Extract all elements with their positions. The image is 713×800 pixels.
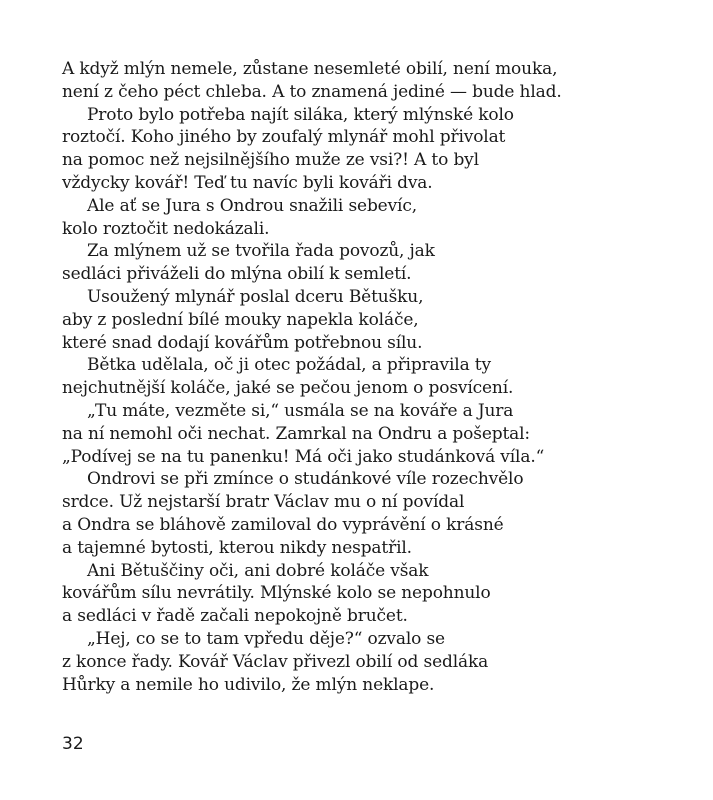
text-line: na pomoc než nejsilnějšího muže ze vsi?! A to byl — [62, 150, 479, 171]
text-line: Ondrovi se při zmínce o studánkové víle rozechvělo — [87, 469, 524, 490]
page-number: 32 — [62, 734, 84, 754]
text-line: na ní nemohl oči nechat. Zamrkal na Ondru a pošeptal: — [62, 423, 530, 444]
text-line: z konce řady. Kovář Václav přivezl obilí od sedláka — [62, 651, 489, 672]
text-line: sedláci přiváželi do mlýna obilí k semletí. — [62, 264, 412, 285]
text-line: Proto bylo potřeba najít siláka, který mlýnské kolo — [87, 104, 514, 125]
text-line: „Hej, co se to tam vpředu děje?“ ozvalo se — [87, 628, 445, 649]
text-line: A když mlýn nemele, zůstane nesemleté obilí, není mouka, — [62, 59, 558, 79]
text-line: a tajemné bytosti, kterou nikdy nespatřil. — [62, 537, 412, 558]
text-line: Za mlýnem už se tvořila řada povozů, jak — [87, 241, 435, 262]
text-line: Ani Bětuščiny oči, ani dobré koláče však — [87, 560, 429, 581]
text-line: a Ondra se bláhově zamiloval do vyprávění o krásné — [62, 514, 504, 535]
text-line: nejchutnější koláče, jaké se pečou jenom o posvícení. — [62, 378, 514, 399]
text-line: kovářům sílu nevrátily. Mlýnské kolo se nepohnulo — [62, 583, 491, 604]
text-line: které snad dodají kovářům potřebnou sílu. — [62, 332, 423, 353]
text-line: Ale ať se Jura s Ondrou snažili sebevíc, — [87, 195, 417, 216]
text-line: Bětka udělala, oč ji otec požádal, a připravila ty — [87, 355, 491, 376]
text-line: Hůrky a nemile ho udivilo, že mlýn neklape. — [62, 674, 435, 695]
text-line: kolo roztočit nedokázali. — [62, 218, 270, 239]
text-line: „Tu máte, vezměte si,“ usmála se na kováře a Jura — [87, 400, 514, 421]
text-line: není z čeho péct chleba. A to znamená jediné — bude hlad. — [62, 81, 562, 102]
text-line: srdce. Už nejstarší bratr Václav mu o ní povídal — [62, 492, 465, 513]
text-line: Usoužený mlynář poslal dceru Bětušku, — [87, 286, 424, 307]
text-line: „Podívej se na tu panenku! Má oči jako studánková víla.“ — [62, 446, 545, 467]
text-line: vždycky kovář! Teď tu navíc byli kováři dva. — [62, 172, 433, 193]
text-line: aby z poslední bílé mouky napekla koláče, — [62, 309, 419, 330]
body-text — [62, 58, 672, 696]
text-line: roztočí. Koho jiného by zoufalý mlynář mohl přivolat — [62, 127, 506, 148]
text-line: a sedláci v řadě začali nepokojně bručet. — [62, 606, 408, 627]
